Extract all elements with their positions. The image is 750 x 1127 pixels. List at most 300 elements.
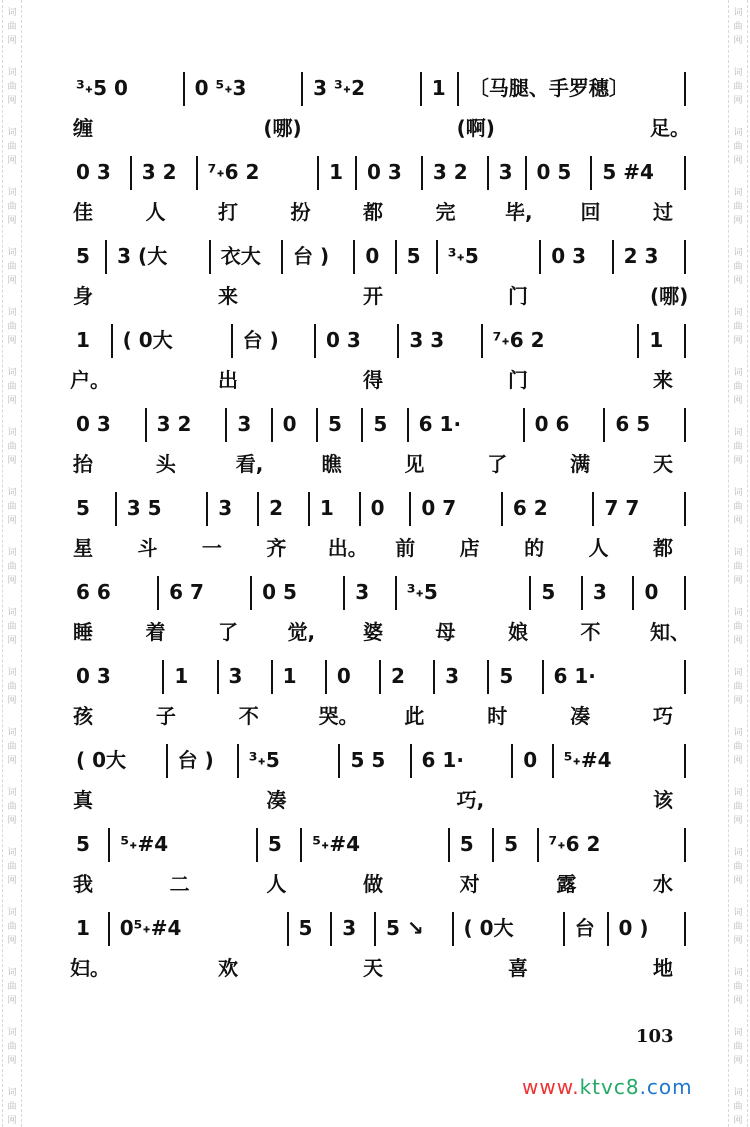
- lyric-syllable: 天: [653, 452, 673, 476]
- bar-line: [525, 156, 527, 190]
- note-group: 3 2: [141, 160, 177, 184]
- score-line: [70, 406, 700, 490]
- bar-line: [166, 744, 168, 778]
- watermark-char: 曲: [7, 862, 17, 872]
- note-group: 3: [355, 580, 370, 604]
- lyric-syllable: 人: [145, 200, 166, 224]
- bar-line: [115, 492, 117, 526]
- watermark-cell: [3, 600, 21, 660]
- watermark-char: 网: [733, 1116, 743, 1126]
- notation-row: [70, 658, 700, 702]
- lyric-syllable: 了: [218, 620, 238, 644]
- watermark-char: 词: [7, 8, 17, 18]
- bar-line: [542, 660, 544, 694]
- watermark-char: 网: [7, 576, 17, 586]
- lyrics-row: [70, 282, 700, 312]
- bar-line: [421, 156, 423, 190]
- right-watermark-column: [728, 0, 748, 1127]
- notation-row: [70, 490, 700, 534]
- note-group: ⁷˖6 2: [492, 328, 545, 352]
- watermark-char: 曲: [7, 682, 17, 692]
- watermark-cell: [3, 840, 21, 900]
- watermark-char: 词: [7, 1088, 17, 1098]
- watermark-char: 网: [7, 156, 17, 166]
- lyric-syllable: 巧,: [456, 788, 485, 812]
- watermark-char: 曲: [7, 502, 17, 512]
- watermark-char: 词: [733, 848, 743, 858]
- watermark-char: 曲: [733, 982, 743, 992]
- watermark-cell: [3, 1080, 21, 1127]
- watermark-char: 词: [733, 128, 743, 138]
- watermark-char: 词: [7, 968, 17, 978]
- lyric-syllable: 星: [73, 536, 93, 560]
- bar-line: [407, 408, 409, 442]
- note-group: 3: [498, 160, 513, 184]
- watermark-cell: [3, 240, 21, 300]
- bar-line: [511, 744, 513, 778]
- watermark-char: 曲: [733, 202, 743, 212]
- watermark-char: 网: [733, 276, 743, 286]
- watermark-cell: [729, 240, 747, 300]
- note-group: 5: [76, 832, 90, 856]
- watermark-char: 词: [7, 428, 17, 438]
- note-group: 5 #4: [602, 160, 654, 184]
- lyric-syllable: 巧: [653, 704, 673, 728]
- bar-line: [684, 72, 686, 106]
- watermark-char: 网: [7, 696, 17, 706]
- bar-line: [196, 156, 198, 190]
- watermark-char: 曲: [733, 622, 743, 632]
- lyric-syllable: 欢: [218, 956, 238, 980]
- bar-line: [271, 660, 273, 694]
- note-group: 0: [644, 580, 659, 604]
- watermark-char: 词: [7, 788, 17, 798]
- watermark-char: 词: [733, 68, 743, 78]
- bar-line: [162, 660, 164, 694]
- lyric-syllable: 孩: [73, 704, 93, 728]
- note-group: 1: [174, 664, 189, 688]
- watermark-char: 曲: [7, 622, 17, 632]
- note-group: ⁷˖6 2: [548, 832, 601, 856]
- lyric-syllable: 佳: [73, 200, 93, 224]
- lyric-syllable: 对: [459, 872, 480, 896]
- watermark-char: 词: [7, 308, 17, 318]
- note-group: 0 3: [76, 664, 111, 688]
- bar-line: [448, 828, 450, 862]
- bar-line: [281, 240, 283, 274]
- site-domain: ktvc8: [579, 1075, 640, 1099]
- note-group: 衣大: [220, 244, 261, 268]
- watermark-cell: [729, 780, 747, 840]
- bar-line: [397, 324, 399, 358]
- watermark-cell: [729, 0, 747, 60]
- note-group: 6 2: [512, 496, 548, 520]
- notation-row: [70, 574, 700, 618]
- watermark-char: 网: [7, 816, 17, 826]
- watermark-char: 网: [733, 96, 743, 106]
- watermark-char: 词: [7, 128, 17, 138]
- watermark-char: 词: [733, 968, 743, 978]
- lyric-syllable: 我: [73, 872, 93, 896]
- lyric-syllable: 二: [169, 872, 190, 896]
- bar-line: [338, 744, 340, 778]
- notation-row: [70, 910, 700, 954]
- bar-line: [684, 660, 686, 694]
- watermark-char: 词: [7, 188, 17, 198]
- watermark-char: 词: [733, 488, 743, 498]
- bar-line: [684, 744, 686, 778]
- bar-line: [183, 72, 185, 106]
- watermark-char: 曲: [7, 982, 17, 992]
- lyric-syllable: 做: [363, 872, 383, 896]
- watermark-cell: [3, 300, 21, 360]
- notation-row: [70, 154, 700, 198]
- lyric-syllable: 时: [487, 704, 508, 728]
- note-group: 3 2: [156, 412, 192, 436]
- note-group: ( 0大: [463, 916, 514, 940]
- score-line: [70, 910, 700, 994]
- watermark-char: 词: [733, 1028, 743, 1038]
- lyric-syllable: 满: [570, 452, 591, 476]
- watermark-char: 曲: [7, 742, 17, 752]
- watermark-char: 网: [733, 1056, 743, 1066]
- watermark-char: 网: [733, 456, 743, 466]
- note-group: 0: [282, 412, 297, 436]
- bar-line: [492, 828, 494, 862]
- watermark-char: 曲: [733, 82, 743, 92]
- note-group: 0 5: [262, 580, 297, 604]
- bar-line: [632, 576, 634, 610]
- lyric-syllable: 该: [653, 788, 673, 812]
- watermark-cell: [3, 120, 21, 180]
- lyric-syllable: 门: [508, 368, 528, 392]
- note-group: 5: [328, 412, 342, 436]
- lyric-syllable: 地: [653, 956, 673, 980]
- watermark-cell: [3, 0, 21, 60]
- lyric-syllable: 睡: [73, 620, 93, 644]
- bar-line: [316, 408, 318, 442]
- bar-line: [684, 408, 686, 442]
- watermark-cell: [3, 960, 21, 1020]
- bar-line: [300, 828, 302, 862]
- watermark-char: 网: [7, 996, 17, 1006]
- watermark-char: 曲: [7, 262, 17, 272]
- watermark-char: 曲: [7, 202, 17, 212]
- note-group: 5 5: [350, 748, 386, 772]
- note-group: 5: [76, 244, 90, 268]
- watermark-char: 网: [733, 576, 743, 586]
- watermark-char: 网: [7, 1116, 17, 1126]
- bar-line: [237, 744, 239, 778]
- watermark-char: 曲: [733, 322, 743, 332]
- watermark-char: 词: [7, 608, 17, 618]
- watermark-cell: [3, 900, 21, 960]
- notation-row: [70, 322, 700, 366]
- note-group: 2 3: [623, 244, 659, 268]
- watermark-char: 曲: [7, 922, 17, 932]
- bar-line: [314, 324, 316, 358]
- note-group: 0 6: [534, 412, 570, 436]
- lyric-syllable: 妇。: [70, 956, 110, 980]
- lyric-syllable: 哭。: [318, 704, 359, 728]
- note-group: 1: [319, 496, 334, 520]
- watermark-cell: [729, 300, 747, 360]
- page-number: 103: [636, 1026, 674, 1047]
- lyric-syllable: 毕,: [505, 200, 533, 224]
- note-group: 3 ³˖2: [313, 76, 366, 100]
- lyric-syllable: 子: [155, 704, 176, 728]
- watermark-char: 曲: [7, 22, 17, 32]
- score-line: [70, 574, 700, 658]
- note-group: ( 0大: [76, 748, 127, 772]
- lyric-syllable: 身: [73, 284, 93, 308]
- note-group: 0: [523, 748, 538, 772]
- watermark-char: 网: [7, 216, 17, 226]
- lyric-syllable: 店: [459, 536, 480, 560]
- watermark-char: 网: [7, 36, 17, 46]
- note-group: 3: [445, 664, 460, 688]
- watermark-char: 曲: [7, 382, 17, 392]
- bar-line: [325, 660, 327, 694]
- bar-line: [250, 576, 252, 610]
- bar-line: [330, 912, 332, 946]
- lyric-syllable: 露: [556, 872, 577, 896]
- lyric-syllable: (哪): [650, 284, 689, 308]
- note-group: 5: [373, 412, 388, 436]
- watermark-cell: [729, 360, 747, 420]
- bar-line: [108, 828, 110, 862]
- note-group: 3 (大: [117, 244, 168, 268]
- lyric-syllable: 人: [266, 872, 287, 896]
- lyric-syllable: (哪): [263, 116, 302, 140]
- note-group: 1: [649, 328, 664, 352]
- note-group: 0 3: [551, 244, 587, 268]
- watermark-char: 词: [733, 8, 743, 18]
- note-group: 0: [370, 496, 385, 520]
- bar-line: [374, 912, 376, 946]
- bar-line: [487, 660, 489, 694]
- bar-line: [684, 240, 686, 274]
- watermark-char: 词: [7, 1028, 17, 1038]
- watermark-char: 网: [733, 816, 743, 826]
- watermark-char: 曲: [7, 562, 17, 572]
- watermark-char: 曲: [733, 1102, 743, 1112]
- notation-row: [70, 238, 700, 282]
- watermark-char: 网: [7, 756, 17, 766]
- watermark-char: 网: [733, 636, 743, 646]
- note-group: 0 3: [76, 160, 111, 184]
- note-group: ³˖5: [248, 748, 280, 772]
- watermark-cell: [3, 540, 21, 600]
- lyric-syllable: 娘: [508, 620, 528, 644]
- watermark-char: 词: [733, 608, 743, 618]
- bar-line: [225, 408, 227, 442]
- note-group: 3: [228, 664, 243, 688]
- note-group: 2: [269, 496, 283, 520]
- lyric-syllable: 都: [363, 200, 383, 224]
- note-group: ⁵˖#4: [120, 832, 169, 856]
- bar-line: [607, 912, 609, 946]
- note-group: ³˖5: [406, 580, 438, 604]
- note-group: 1: [431, 76, 446, 100]
- notation-row: [70, 70, 700, 114]
- bar-line: [481, 324, 483, 358]
- note-group: ( 0大: [122, 328, 173, 352]
- bar-line: [359, 492, 361, 526]
- lyric-syllable: 扮: [290, 200, 311, 224]
- music-score: [70, 70, 700, 994]
- watermark-char: 词: [7, 728, 17, 738]
- bar-line: [108, 912, 110, 946]
- lyric-syllable: 抬: [73, 452, 93, 476]
- bar-line: [395, 240, 397, 274]
- note-group: 3 5: [126, 496, 162, 520]
- lyric-syllable: 瞧: [321, 452, 342, 476]
- note-group: 0 3: [367, 160, 402, 184]
- note-group: 2: [391, 664, 405, 688]
- watermark-cell: [3, 660, 21, 720]
- lyrics-row: [70, 366, 700, 396]
- note-group: 7 7: [604, 496, 640, 520]
- note-group: ⁵˖#4: [563, 748, 612, 772]
- watermark-char: 词: [733, 308, 743, 318]
- lyric-syllable: 完: [435, 200, 456, 224]
- note-group: 6 1·: [421, 748, 464, 772]
- watermark-cell: [3, 1020, 21, 1080]
- note-group: 0 ⁵˖3: [194, 76, 247, 100]
- bar-line: [436, 240, 438, 274]
- note-group: 3 3: [409, 328, 445, 352]
- note-group: 0: [365, 244, 380, 268]
- bar-line: [523, 408, 525, 442]
- lyrics-row: [70, 618, 700, 648]
- note-group: 6 1·: [553, 664, 596, 688]
- watermark-char: 网: [7, 936, 17, 946]
- watermark-char: 曲: [733, 502, 743, 512]
- bar-line: [501, 492, 503, 526]
- watermark-char: 曲: [7, 1042, 17, 1052]
- watermark-char: 词: [733, 668, 743, 678]
- lyric-syllable: 开: [363, 284, 383, 308]
- lyric-syllable: 凑: [570, 704, 591, 728]
- watermark-char: 曲: [733, 562, 743, 572]
- bar-line: [317, 156, 319, 190]
- note-group: 台 ): [242, 328, 279, 352]
- note-group: 3: [237, 412, 252, 436]
- lyric-syllable: 觉,: [287, 620, 316, 644]
- watermark-char: 网: [7, 876, 17, 886]
- lyric-syllable: 头: [155, 452, 176, 476]
- score-line: [70, 154, 700, 238]
- lyric-syllable: 出: [218, 368, 238, 392]
- bar-line: [563, 912, 565, 946]
- bar-line: [206, 492, 208, 526]
- note-group: 6 1·: [418, 412, 462, 436]
- watermark-char: 网: [7, 636, 17, 646]
- bar-line: [581, 576, 583, 610]
- bar-line: [353, 240, 355, 274]
- note-group: 1: [76, 328, 90, 352]
- note-group: 3 2: [432, 160, 468, 184]
- score-line: [70, 322, 700, 406]
- watermark-cell: [729, 900, 747, 960]
- lyric-syllable: 来: [218, 284, 238, 308]
- bar-line: [637, 324, 639, 358]
- watermark-char: 词: [7, 488, 17, 498]
- watermark-cell: [729, 720, 747, 780]
- lyrics-row: [70, 870, 700, 900]
- note-group: 5 ↘: [386, 916, 424, 940]
- note-group: 5: [541, 580, 556, 604]
- watermark-char: 网: [733, 696, 743, 706]
- watermark-char: 词: [733, 188, 743, 198]
- note-group: ³˖5 0: [76, 76, 128, 100]
- note-group: 0 7: [421, 496, 457, 520]
- left-watermark-column: [2, 0, 22, 1127]
- bar-line: [529, 576, 531, 610]
- lyric-syllable: 看,: [235, 452, 264, 476]
- watermark-cell: [729, 600, 747, 660]
- lyric-syllable: 不: [238, 704, 259, 728]
- watermark-char: 词: [733, 1088, 743, 1098]
- watermark-char: 曲: [733, 262, 743, 272]
- note-group: 5: [76, 496, 90, 520]
- watermark-cell: [729, 60, 747, 120]
- watermark-char: 词: [733, 428, 743, 438]
- watermark-char: 词: [733, 728, 743, 738]
- watermark-cell: [729, 180, 747, 240]
- bar-line: [355, 156, 357, 190]
- watermark-char: 网: [7, 456, 17, 466]
- lyric-syllable: 了: [487, 452, 508, 476]
- bar-line: [592, 492, 594, 526]
- bar-line: [301, 72, 303, 106]
- bar-line: [105, 240, 107, 274]
- note-group: 0 3: [76, 412, 111, 436]
- lyric-syllable: 着: [145, 620, 166, 644]
- lyric-syllable: 婆: [363, 620, 383, 644]
- bar-line: [684, 912, 686, 946]
- watermark-char: 网: [733, 756, 743, 766]
- note-group: ⁷˖6 2: [207, 160, 260, 184]
- bar-line: [612, 240, 614, 274]
- lyric-syllable: 此: [404, 704, 425, 728]
- lyrics-row: [70, 702, 700, 732]
- lyric-syllable: 出。: [327, 536, 368, 560]
- notation-row: [70, 742, 700, 786]
- score-line: [70, 826, 700, 910]
- note-group: 5: [298, 916, 313, 940]
- note-group: 3: [342, 916, 357, 940]
- watermark-char: 曲: [733, 862, 743, 872]
- lyric-syllable: 知、: [650, 620, 690, 644]
- bar-line: [409, 492, 411, 526]
- note-group: 3: [592, 580, 607, 604]
- bar-line: [343, 576, 345, 610]
- bar-line: [457, 72, 459, 106]
- watermark-char: 网: [733, 216, 743, 226]
- watermark-cell: [3, 480, 21, 540]
- notation-row: [70, 406, 700, 450]
- site-suffix: .com: [639, 1075, 693, 1099]
- note-group: 0: [336, 664, 351, 688]
- watermark-char: 曲: [7, 82, 17, 92]
- lyric-syllable: 前: [395, 536, 416, 560]
- watermark-cell: [3, 720, 21, 780]
- lyrics-row: [70, 954, 700, 984]
- watermark-char: 词: [7, 68, 17, 78]
- watermark-char: 曲: [733, 682, 743, 692]
